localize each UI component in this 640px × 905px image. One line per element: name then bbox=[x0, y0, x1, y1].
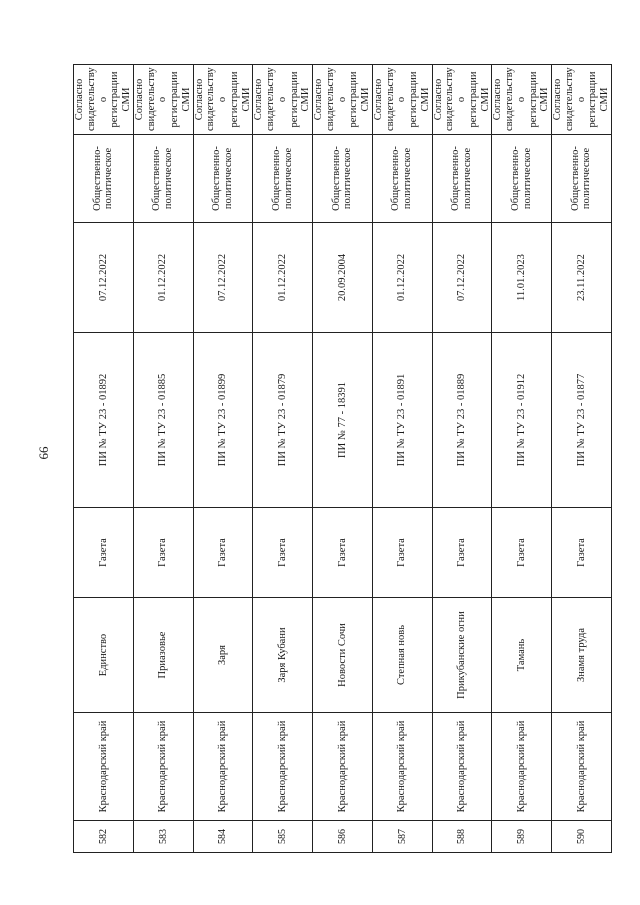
row-number-cell: 582 bbox=[74, 821, 134, 853]
specialization-cell: Общественно-политическое bbox=[74, 135, 134, 223]
media-name-cell: Новости Сочи bbox=[313, 598, 373, 713]
media-type-cell: Газета bbox=[372, 508, 432, 598]
specialization-cell: Общественно-политическое bbox=[193, 135, 253, 223]
specialization-cell: Общественно-политическое bbox=[253, 135, 313, 223]
region-cell: Краснодарский край bbox=[492, 713, 552, 821]
table-body bbox=[74, 65, 612, 853]
media-type-cell: Газета bbox=[492, 508, 552, 598]
media-registry-table bbox=[73, 64, 612, 853]
registration-number-cell: ПИ № ТУ 23 - 01899 bbox=[193, 333, 253, 508]
specialization-cell: Общественно-политическое bbox=[372, 135, 432, 223]
distribution-territory-cell: Согласно свидетельству о регистрации СМИ bbox=[133, 65, 193, 135]
media-name-cell: Заря bbox=[193, 598, 253, 713]
row-number-cell: 588 bbox=[432, 821, 492, 853]
region-cell: Краснодарский край bbox=[193, 713, 253, 821]
specialization-cell: Общественно-политическое bbox=[432, 135, 492, 223]
media-name-cell: Знамя труда bbox=[552, 598, 612, 713]
table-row bbox=[492, 65, 552, 853]
media-type-cell: Газета bbox=[193, 508, 253, 598]
registration-date-cell: 01.12.2022 bbox=[372, 223, 432, 333]
region-cell: Краснодарский край bbox=[432, 713, 492, 821]
distribution-territory-cell: Согласно свидетельству о регистрации СМИ bbox=[193, 65, 253, 135]
distribution-territory-cell: Согласно свидетельству о регистрации СМИ bbox=[432, 65, 492, 135]
registration-number-cell: ПИ № ТУ 23 - 01912 bbox=[492, 333, 552, 508]
registration-date-cell: 01.12.2022 bbox=[253, 223, 313, 333]
row-number-cell: 587 bbox=[372, 821, 432, 853]
table-row bbox=[74, 65, 134, 853]
region-cell: Краснодарский край bbox=[313, 713, 373, 821]
row-number-cell: 584 bbox=[193, 821, 253, 853]
registration-number-cell: ПИ № ТУ 23 - 01877 bbox=[552, 333, 612, 508]
media-type-cell: Газета bbox=[432, 508, 492, 598]
registration-number-cell: ПИ № ТУ 23 - 01889 bbox=[432, 333, 492, 508]
registration-date-cell: 11.01.2023 bbox=[492, 223, 552, 333]
registration-date-cell: 07.12.2022 bbox=[193, 223, 253, 333]
distribution-territory-cell: Согласно свидетельству о регистрации СМИ bbox=[372, 65, 432, 135]
media-type-cell: Газета bbox=[253, 508, 313, 598]
media-type-cell: Газета bbox=[133, 508, 193, 598]
table-row bbox=[193, 65, 253, 853]
row-number-cell: 589 bbox=[492, 821, 552, 853]
media-name-cell: Заря Кубани bbox=[253, 598, 313, 713]
registration-date-cell: 07.12.2022 bbox=[74, 223, 134, 333]
table-row bbox=[313, 65, 373, 853]
row-number-cell: 585 bbox=[253, 821, 313, 853]
region-cell: Краснодарский край bbox=[133, 713, 193, 821]
registration-date-cell: 01.12.2022 bbox=[133, 223, 193, 333]
media-name-cell: Приазовье bbox=[133, 598, 193, 713]
table-row bbox=[552, 65, 612, 853]
registration-number-cell: ПИ № ТУ 23 - 01879 bbox=[253, 333, 313, 508]
registration-number-cell: ПИ № ТУ 23 - 01885 bbox=[133, 333, 193, 508]
specialization-cell: Общественно-политическое bbox=[133, 135, 193, 223]
specialization-cell: Общественно-политическое bbox=[492, 135, 552, 223]
media-name-cell: Прикубанские огни bbox=[432, 598, 492, 713]
page-number: 66 bbox=[36, 446, 51, 460]
table-row bbox=[372, 65, 432, 853]
media-name-cell: Тамань bbox=[492, 598, 552, 713]
table-row bbox=[133, 65, 193, 853]
region-cell: Краснодарский край bbox=[74, 713, 134, 821]
distribution-territory-cell: Согласно свидетельству о регистрации СМИ bbox=[492, 65, 552, 135]
region-cell: Краснодарский край bbox=[552, 713, 612, 821]
specialization-cell: Общественно-политическое bbox=[313, 135, 373, 223]
registration-number-cell: ПИ № 77 - 18391 bbox=[313, 333, 373, 508]
specialization-cell: Общественно-политическое bbox=[552, 135, 612, 223]
registration-date-cell: 20.09.2004 bbox=[313, 223, 373, 333]
row-number-cell: 583 bbox=[133, 821, 193, 853]
region-cell: Краснодарский край bbox=[372, 713, 432, 821]
row-number-cell: 590 bbox=[552, 821, 612, 853]
table-row bbox=[253, 65, 313, 853]
media-name-cell: Единство bbox=[74, 598, 134, 713]
registration-date-cell: 07.12.2022 bbox=[432, 223, 492, 333]
row-number-cell: 586 bbox=[313, 821, 373, 853]
table-row bbox=[432, 65, 492, 853]
media-type-cell: Газета bbox=[552, 508, 612, 598]
region-cell: Краснодарский край bbox=[253, 713, 313, 821]
distribution-territory-cell: Согласно свидетельству о регистрации СМИ bbox=[74, 65, 134, 135]
registration-number-cell: ПИ № ТУ 23 - 01892 bbox=[74, 333, 134, 508]
media-type-cell: Газета bbox=[74, 508, 134, 598]
media-name-cell: Степная новь bbox=[372, 598, 432, 713]
distribution-territory-cell: Согласно свидетельству о регистрации СМИ bbox=[253, 65, 313, 135]
registration-date-cell: 23.11.2022 bbox=[552, 223, 612, 333]
distribution-territory-cell: Согласно свидетельству о регистрации СМИ bbox=[313, 65, 373, 135]
media-type-cell: Газета bbox=[313, 508, 373, 598]
distribution-territory-cell: Согласно свидетельству о регистрации СМИ bbox=[552, 65, 612, 135]
registration-number-cell: ПИ № ТУ 23 - 01891 bbox=[372, 333, 432, 508]
